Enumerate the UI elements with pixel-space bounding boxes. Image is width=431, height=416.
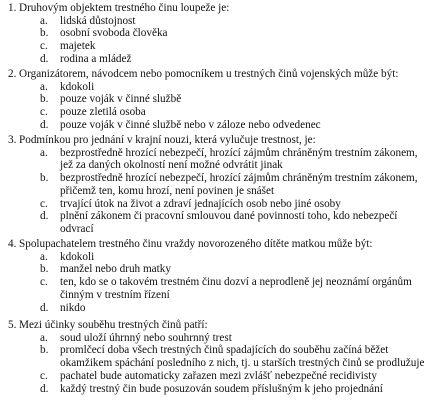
question-number: 3. xyxy=(8,134,17,146)
option-letter: c. xyxy=(40,369,48,382)
option-letter: c. xyxy=(40,106,48,119)
option-text: pouze voják v činné službě xyxy=(60,93,182,106)
option-letter: b. xyxy=(40,93,49,106)
answer-option xyxy=(8,27,426,40)
option-letter: a. xyxy=(40,331,48,344)
option-text: trvající útok na život a zdraví jednajících osob nebo jiné osoby xyxy=(60,197,341,210)
question-4 xyxy=(8,238,426,314)
option-text: plnění zákonem či pracovní smlouvou dané povinnosti toho, kdo nebezpečí odvrací xyxy=(60,210,398,235)
question-text: Mezi účinky souběhu trestných činů patří: xyxy=(19,319,208,331)
option-letter: b. xyxy=(40,344,49,357)
option-letter: a. xyxy=(40,250,48,263)
answer-option xyxy=(8,263,426,276)
option-letter: d. xyxy=(40,118,49,131)
option-text: ten, kdo se o takovém trestném činu dozví a neprodleně jej neoznámí orgánům činným v trestním řízení xyxy=(60,276,412,301)
option-text: pachatel bude automaticky zařazen mezi zvlášť nebezpečné recidivisty xyxy=(60,369,377,382)
option-letter: b. xyxy=(40,263,49,276)
answer-option xyxy=(8,302,426,315)
option-text: bezprostředně hrozící nebezpečí, hrozící zájmům chráněným trestním zákonem, jež za daných okolností není možné odvrátit jinak xyxy=(60,146,418,172)
option-letter: a. xyxy=(40,146,48,159)
question-2 xyxy=(8,68,426,132)
question-number: 2. xyxy=(8,68,17,80)
answer-option xyxy=(8,53,426,66)
answer-option xyxy=(8,210,426,235)
answer-option xyxy=(8,106,426,119)
question-text: Druhovým objektem trestného činu loupeže je: xyxy=(19,2,230,14)
answer-option xyxy=(8,93,426,106)
answer-option xyxy=(8,81,426,94)
option-letter: b. xyxy=(40,172,49,185)
option-text: rodina a mládež xyxy=(60,52,132,65)
option-letter: a. xyxy=(40,80,48,93)
option-text: pouze zletilá osoba xyxy=(60,106,146,119)
question-number: 5. xyxy=(8,319,17,331)
option-text: každý trestný čin bude posuzován soudem příslušným k jeho projednání xyxy=(60,382,383,395)
option-text: kdokoli xyxy=(60,250,95,263)
question-text: Spolupachatelem trestného činu vraždy novorozeného dítěte matkou může být: xyxy=(19,238,373,250)
question-text: Organizátorem, návodcem nebo pomocníkem u trestných činů vojenských může být: xyxy=(19,68,399,80)
option-letter: d. xyxy=(40,382,49,395)
option-text: bezprostředně hrozící nebezpečí, hrozící zájmům chráněným trestním zákonem, přičemž ten, komu hrozí, není povinen je snášet xyxy=(60,172,418,197)
answer-option xyxy=(8,119,426,132)
answer-option xyxy=(8,251,426,264)
answer-option xyxy=(8,40,426,53)
option-letter: d. xyxy=(40,52,49,65)
option-letter: b. xyxy=(40,27,49,40)
option-text: pouze voják v činné službě nebo v záloze nebo odvedenec xyxy=(60,118,321,131)
option-letter: d. xyxy=(40,301,49,314)
answer-option xyxy=(8,276,426,301)
question-number: 1. xyxy=(8,2,17,14)
option-text: lidská důstojnost xyxy=(60,14,136,27)
option-letter: c. xyxy=(40,197,48,210)
answer-option xyxy=(8,370,426,383)
option-text: kdokoli xyxy=(60,80,95,93)
answer-option xyxy=(8,198,426,211)
option-text: soud uloží úhrnný nebo souhrnný trest xyxy=(60,331,232,344)
answer-option xyxy=(8,147,426,172)
option-text: manžel nebo druh matky xyxy=(60,263,171,276)
question-3 xyxy=(8,134,426,236)
answer-option xyxy=(8,332,426,345)
answer-option xyxy=(8,344,426,369)
option-text: osobní svoboda člověka xyxy=(60,27,168,40)
option-text: nikdo xyxy=(60,301,86,314)
answer-option xyxy=(8,172,426,197)
question-5 xyxy=(8,319,426,395)
option-letter: c. xyxy=(40,40,48,53)
option-letter: d. xyxy=(40,210,49,223)
answer-option xyxy=(8,15,426,28)
question-number: 4. xyxy=(8,238,17,250)
answer-option xyxy=(8,383,426,396)
option-text: majetek xyxy=(60,40,96,53)
option-letter: c. xyxy=(40,276,48,289)
option-letter: a. xyxy=(40,14,48,27)
option-text: promlčecí doba všech trestných činů spadajících do souběhu začíná běžet okamžikem spáchání posledního z nich, tj. u starších trestných činů se prodlužuje xyxy=(60,344,425,370)
question-1 xyxy=(8,2,426,66)
question-text: Podmínkou pro jednání v krajní nouzi, která vylučuje trestnost, je: xyxy=(19,134,316,146)
